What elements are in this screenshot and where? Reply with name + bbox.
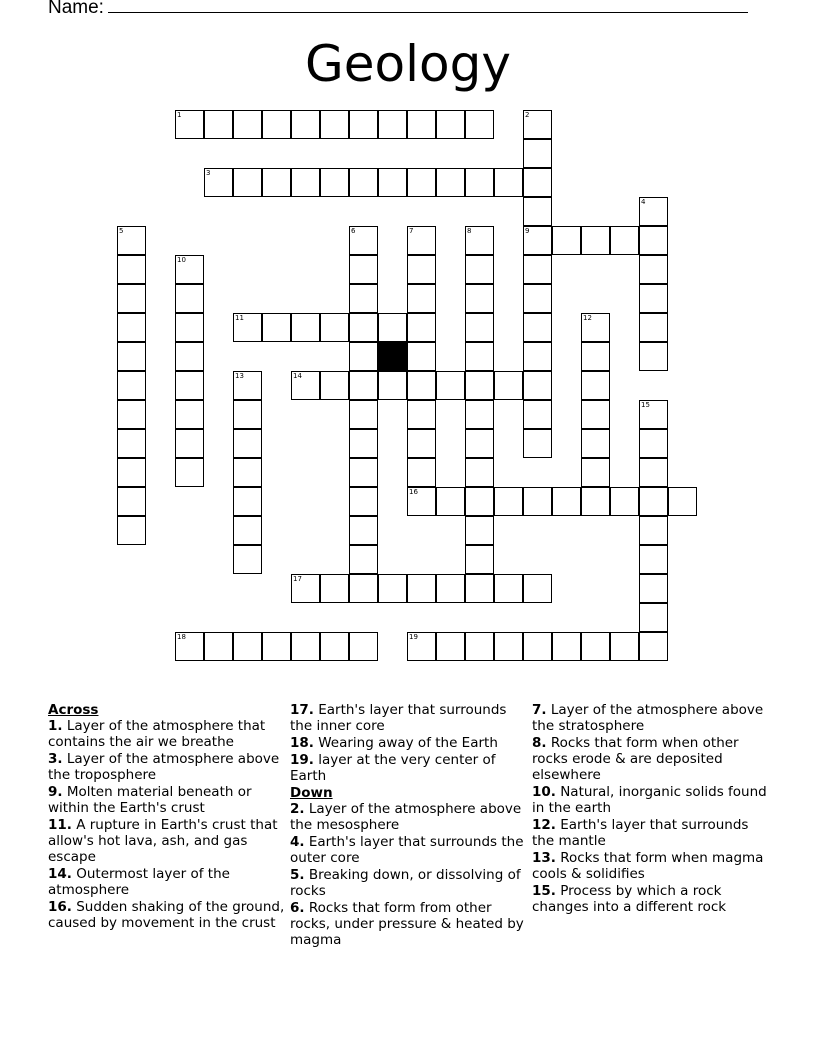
grid-cell[interactable] [320,574,349,603]
grid-cell[interactable] [117,487,146,516]
clue-item [290,735,526,751]
clue-item-number: 2. [290,801,305,817]
grid-cell[interactable] [639,632,668,661]
grid-cell[interactable] [233,400,262,429]
clue-number: 18 [177,633,186,641]
clue-item-text: A rupture in Earth's crust that allow's hot lava, ash, and gas escape [48,817,278,865]
grid-cell[interactable] [262,313,291,342]
grid-cell[interactable] [407,284,436,313]
grid-cell[interactable] [523,139,552,168]
clue-item-number: 11. [48,817,72,833]
grid-cell[interactable] [523,313,552,342]
grid-cell[interactable] [610,226,639,255]
clue-column-1 [48,702,288,932]
clue-item-text: Layer of the atmosphere above the mesosphere [290,801,522,833]
grid-cell[interactable] [639,313,668,342]
grid-cell[interactable] [407,342,436,371]
grid-cell[interactable] [668,487,697,516]
clue-item-number: 19. [290,752,314,768]
grid-cell[interactable] [378,313,407,342]
grid-cell[interactable] [436,632,465,661]
clue-number: 6 [351,227,356,235]
clue-item-text: Rocks that form from other rocks, under pressure & heated by magma [290,900,524,948]
grid-cell[interactable] [523,168,552,197]
clue-number: 15 [641,401,650,409]
grid-cell[interactable] [349,168,378,197]
grid-cell[interactable] [407,458,436,487]
clue-item-number: 5. [290,867,305,883]
grid-cell[interactable] [233,545,262,574]
grid-cell[interactable] [523,371,552,400]
clue-item [48,718,288,750]
clue-item-number: 14. [48,866,72,882]
across-header: Across [48,702,99,718]
grid-cell[interactable] [378,574,407,603]
clue-item-number: 4. [290,834,305,850]
grid-cell[interactable] [465,429,494,458]
clue-item-number: 7. [532,702,547,718]
clue-item [290,702,526,734]
grid-cell[interactable] [349,400,378,429]
grid-cell[interactable] [436,487,465,516]
grid-cell[interactable] [407,400,436,429]
grid-cell[interactable] [349,110,378,139]
grid-cell[interactable] [639,516,668,545]
grid-cell[interactable] [523,429,552,458]
grid-cell[interactable] [407,313,436,342]
grid-cell[interactable] [639,545,668,574]
clue-item-number: 1. [48,718,63,734]
grid-cell[interactable] [349,545,378,574]
grid-cell[interactable] [465,516,494,545]
clue-item [532,784,768,816]
grid-cell[interactable] [233,632,262,661]
clue-column-3 [532,702,768,916]
clue-number: 4 [641,198,646,206]
grid-cell[interactable] [291,632,320,661]
grid-cell[interactable] [349,255,378,284]
grid-cell[interactable] [407,371,436,400]
clue-number: 19 [409,633,418,641]
grid-cell[interactable] [291,313,320,342]
grid-cell[interactable] [610,487,639,516]
grid-cell[interactable] [175,371,204,400]
grid-cell[interactable] [523,342,552,371]
clue-item [48,817,288,865]
grid-cell[interactable] [465,342,494,371]
grid-cell[interactable] [320,313,349,342]
clue-item-text: Layer of the atmosphere above the troposphere [48,751,280,783]
grid-cell[interactable] [581,371,610,400]
grid-cell[interactable] [407,255,436,284]
grid-cell[interactable] [523,197,552,226]
grid-cell[interactable] [378,110,407,139]
grid-cell[interactable] [407,168,436,197]
grid-cell[interactable] [175,342,204,371]
grid-cell[interactable] [117,313,146,342]
grid-cell[interactable] [349,487,378,516]
grid-cell[interactable] [436,168,465,197]
grid-cell[interactable] [523,574,552,603]
grid-cell[interactable] [349,574,378,603]
grid-cell[interactable] [465,458,494,487]
grid-cell[interactable] [523,255,552,284]
grid-cell[interactable] [581,632,610,661]
clue-item [290,867,526,899]
grid-cell[interactable] [204,110,233,139]
grid-cell[interactable] [465,574,494,603]
name-label: Name: [48,0,104,18]
clue-item-number: 16. [48,899,72,915]
grid-cell[interactable] [639,255,668,284]
grid-cell[interactable] [233,487,262,516]
grid-cell[interactable] [581,458,610,487]
grid-cell[interactable] [552,226,581,255]
grid-cell[interactable] [233,458,262,487]
clue-number: 8 [467,227,472,235]
grid-cell[interactable] [407,110,436,139]
grid-cell[interactable] [407,429,436,458]
grid-cell[interactable] [436,371,465,400]
grid-cell[interactable] [349,313,378,342]
clue-item-number: 18. [290,735,314,751]
grid-cell[interactable] [639,574,668,603]
grid-cell[interactable] [117,458,146,487]
grid-cell[interactable] [262,632,291,661]
clue-item [290,900,526,948]
clue-item [532,735,768,783]
puzzle-title: Geology [305,35,511,93]
clue-item-number: 3. [48,751,63,767]
grid-cell[interactable] [407,574,436,603]
grid-cell[interactable] [639,342,668,371]
clue-item [48,784,288,816]
clue-column-2 [290,702,526,949]
grid-cell[interactable] [175,400,204,429]
clue-item-number: 12. [532,817,556,833]
grid-cell[interactable] [233,429,262,458]
clue-item-text: Natural, inorganic solids found in the earth [532,784,767,816]
grid-cell[interactable] [639,458,668,487]
clue-number: 12 [583,314,592,322]
grid-cell[interactable] [465,371,494,400]
grid-cell[interactable] [204,632,233,661]
clue-item-text: Rocks that form when magma cools & solidifies [532,850,764,882]
clue-item-number: 10. [532,784,556,800]
grid-cell[interactable] [233,516,262,545]
clue-number: 1 [177,111,182,119]
clue-number: 17 [293,575,302,583]
grid-cell[interactable] [320,110,349,139]
clue-item-text: Process by which a rock changes into a different rock [532,883,727,915]
clue-item-number: 15. [532,883,556,899]
grid-cell[interactable] [465,545,494,574]
grid-cell[interactable] [291,110,320,139]
grid-cell[interactable] [494,632,523,661]
clue-item-text: Layer of the atmosphere above the stratosphere [532,702,764,734]
grid-cell[interactable] [349,458,378,487]
grid-cell[interactable] [349,632,378,661]
grid-cell[interactable] [117,429,146,458]
grid-cell[interactable] [581,226,610,255]
grid-cell[interactable] [378,168,407,197]
grid-cell[interactable] [581,429,610,458]
clue-item-number: 6. [290,900,305,916]
clue-number: 5 [119,227,124,235]
clue-item [290,801,526,833]
grid-cell[interactable] [262,168,291,197]
grid-cell[interactable] [465,284,494,313]
grid-cell[interactable] [320,168,349,197]
grid-cell[interactable] [465,313,494,342]
clue-number: 2 [525,111,530,119]
grid-cell[interactable] [117,284,146,313]
grid-cell[interactable] [436,110,465,139]
clue-number: 13 [235,372,244,380]
grid-cell[interactable] [610,632,639,661]
grid-cell[interactable] [494,168,523,197]
grid-cell[interactable] [581,342,610,371]
grid-cell[interactable] [639,487,668,516]
grid-cell[interactable] [523,632,552,661]
grid-cell[interactable] [291,168,320,197]
grid-cell[interactable] [465,632,494,661]
clue-item [48,899,288,931]
clue-item [48,751,288,783]
clue-item-text: Molten material beneath or within the Earth's crust [48,784,252,816]
clue-number: 7 [409,227,414,235]
grid-cell[interactable] [552,487,581,516]
grid-cell[interactable] [175,429,204,458]
clue-item-text: Layer of the atmosphere that contains the air we breathe [48,718,266,750]
clue-item-number: 13. [532,850,556,866]
grid-cell[interactable] [320,632,349,661]
grid-cell[interactable] [494,487,523,516]
clue-item-text: layer at the very center of Earth [290,752,496,784]
grid-cell[interactable] [349,342,378,371]
grid-cell[interactable] [349,284,378,313]
grid-cell[interactable] [117,255,146,284]
grid-cell[interactable] [436,574,465,603]
grid-cell[interactable] [117,516,146,545]
grid-cell[interactable] [320,371,349,400]
grid-cell[interactable] [117,400,146,429]
clue-item-text: Earth's layer that surrounds the inner core [290,702,507,734]
grid-cell[interactable] [581,400,610,429]
grid-cell[interactable] [523,400,552,429]
grid-cell[interactable] [117,371,146,400]
clue-item-number: 8. [532,735,547,751]
grid-cell[interactable] [175,458,204,487]
clue-item-text: Sudden shaking of the ground, caused by movement in the crust [48,899,285,931]
clue-item [532,817,768,849]
clue-number: 11 [235,314,244,322]
grid-cell[interactable] [465,110,494,139]
grid-cell[interactable] [494,574,523,603]
clue-item [532,883,768,915]
clue-item-number: 17. [290,702,314,718]
clue-number: 9 [525,227,530,235]
clue-item [532,702,768,734]
grid-cell[interactable] [581,487,610,516]
clue-item [48,866,288,898]
grid-cell[interactable] [639,226,668,255]
clue-item-text: Earth's layer that surrounds the outer core [290,834,524,866]
down-header: Down [290,785,333,801]
black-square [378,342,407,371]
clue-number: 14 [293,372,302,380]
clue-item-text: Rocks that form when other rocks erode & are deposited elsewhere [532,735,739,783]
grid-cell[interactable] [233,110,262,139]
grid-cell[interactable] [465,400,494,429]
clue-item-text: Breaking down, or dissolving of rocks [290,867,521,899]
clue-item-text: Wearing away of the Earth [313,735,498,751]
grid-cell[interactable] [233,168,262,197]
clue-item-number: 9. [48,784,63,800]
clue-item [290,752,526,784]
grid-cell[interactable] [465,255,494,284]
grid-cell[interactable] [465,168,494,197]
grid-cell[interactable] [639,429,668,458]
clue-number: 16 [409,488,418,496]
clue-item [532,850,768,882]
grid-cell[interactable] [349,371,378,400]
grid-cell[interactable] [175,313,204,342]
clue-number: 10 [177,256,186,264]
grid-cell[interactable] [175,284,204,313]
grid-cell[interactable] [639,284,668,313]
grid-cell[interactable] [523,487,552,516]
grid-cell[interactable] [117,342,146,371]
grid-cell[interactable] [465,487,494,516]
grid-cell[interactable] [262,110,291,139]
grid-cell[interactable] [552,632,581,661]
grid-cell[interactable] [639,603,668,632]
clue-item [290,834,526,866]
grid-cell[interactable] [349,429,378,458]
grid-cell[interactable] [349,516,378,545]
clue-item-text: Outermost layer of the atmosphere [48,866,230,898]
clue-number: 3 [206,169,211,177]
grid-cell[interactable] [378,371,407,400]
grid-cell[interactable] [523,284,552,313]
clue-item-text: Earth's layer that surrounds the mantle [532,817,749,849]
grid-cell[interactable] [494,371,523,400]
